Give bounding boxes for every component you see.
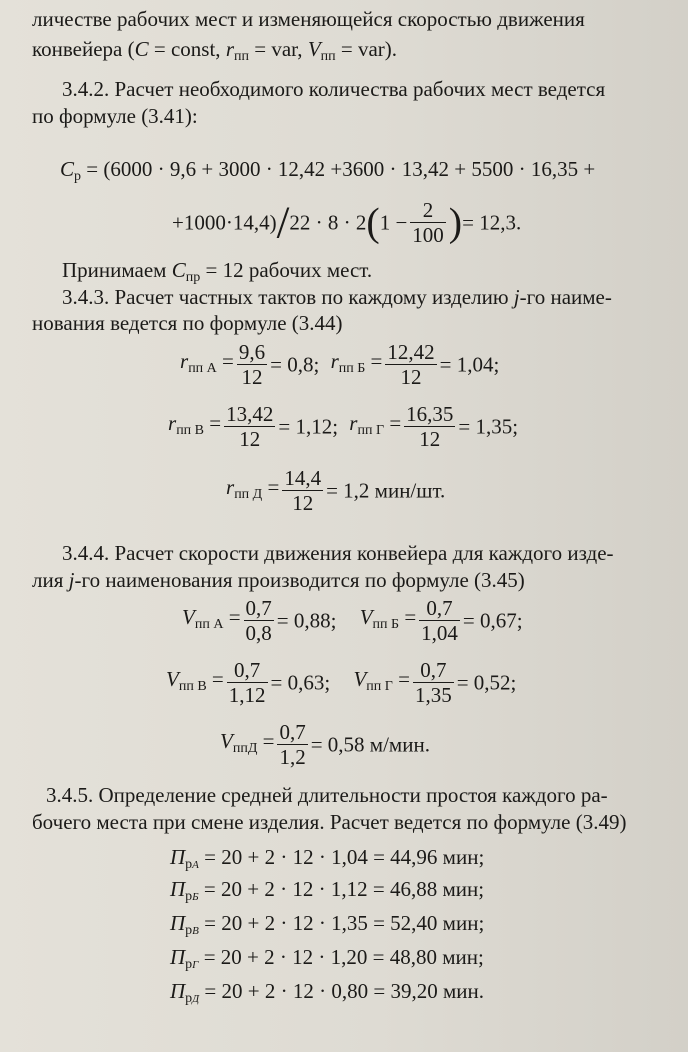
text-line-1: личестве рабочих мест и изменяющейся скоростью движения <box>32 7 585 31</box>
section-344-heading: 3.4.4. Расчет скорости движения конвейера для каждого изде- <box>62 541 614 565</box>
cp-fraction: $\frac{2}{100}$ <box>412 198 444 247</box>
downtime-d: $П_{рД} = 20 + 2 \cdot 12 \cdot 0,80 = 39,20$ мин. <box>170 979 484 1006</box>
downtime-b: $П_{рБ} = 20 + 2 \cdot 12 \cdot 1,12 = 46,88$ мин; <box>170 877 485 904</box>
cp-formula-line1: $C_р = (6000 \cdot 9,6 + 3000 \cdot 12,42 +3600 \cdot 13,42 + 5500 \cdot 16,35$ + <box>60 157 596 184</box>
section-342-line2: по формуле (3.41): <box>32 104 198 128</box>
section-343-heading: 3.4.3. Расчет частных тактов по каждому изделию j-го наиме- <box>62 285 612 309</box>
tact-formula-row2: $r_{пп В}$ = $\frac{13,42}{12}$ = 1,12; $r_{пп Г}$ = $\frac{16,35}{12}$ = 1,35; <box>168 402 519 451</box>
cp-formula-line2: +1000·14,4)/22 · 8 · 2(1 − $\frac{2}{100}$ )= 12,3. <box>172 196 522 248</box>
speed-formula-row2: $V_{пп В}$ = $\frac{0,7}{1,12}$ = 0,63; $V_{пп Г}$ = $\frac{0,7}{1,35}$ = 0,52; <box>166 658 517 707</box>
section-345-line2: бочего места при смене изделия. Расчет ведется по формуле (3.49) <box>32 810 627 834</box>
speed-d-fraction: $\frac{0,7}{1,2}$ <box>279 720 306 769</box>
speed-formula-row3: $V_{ппД}$ = $\frac{0,7}{1,2}$ = 0,58 м/мин. <box>220 720 430 769</box>
text-line-2: конвейера (C = const, $r_{пп}$ = var, $V_{пп} = var$). <box>32 37 398 64</box>
tact-v-fraction: $\frac{13,42}{12}$ <box>226 402 274 451</box>
tact-a-fraction: $\frac{9,6}{12}$ <box>238 340 266 389</box>
section-343-line2: нования ведется по формуле (3.44) <box>32 311 343 335</box>
tact-b-fraction: $\frac{12,42}{12}$ <box>387 340 435 389</box>
tact-formula-row3: $r_{пп Д}$ = $\frac{14,4}{12}$ = 1,2 мин/шт. <box>226 466 446 515</box>
speed-formula-row1: $V_{пп А}$ = $\frac{0,7}{0,8}$ = 0,88; $V_{пп Б}$ = $\frac{0,7}{1,04}$ = 0,67; <box>182 596 523 645</box>
downtime-v: $П_{рВ} = 20 + 2 \cdot 12 \cdot 1,35 = 52,40$ мин; <box>170 911 485 938</box>
speed-b-fraction: $\frac{0,7}{1,04}$ <box>421 596 458 645</box>
downtime-g: $П_{рГ} = 20 + 2 \cdot 12 \cdot 1,20 = 48,80$ мин; <box>170 945 484 972</box>
speed-g-fraction: $\frac{0,7}{1,35}$ <box>414 658 452 707</box>
tact-g-fraction: $\frac{16,35}{12}$ <box>406 402 454 451</box>
section-342-heading: 3.4.2. Расчет необходимого количества рабочих мест ведется <box>62 77 606 101</box>
section-345-heading: 3.4.5. Определение средней длительности простоя каждого ра- <box>46 783 608 807</box>
speed-v-fraction: $\frac{0,7}{1,12}$ <box>228 658 266 707</box>
section-344-line2: лия j-го наименования производится по формуле (3.45) <box>32 568 525 592</box>
speed-a-fraction: $\frac{0,7}{0,8}$ <box>245 596 272 645</box>
tact-formula-row1: $r_{пп А}$ = $\frac{9,6}{12}$ = 0,8; $r_{пп Б}$ = $\frac{12,42}{12}$ = 1,04; <box>180 340 500 389</box>
downtime-a: $П_{рА} = 20 + 2 \cdot 12 \cdot 1,04 = 44,96$ мин; <box>170 845 485 872</box>
accept-line: Принимаем $C_{пр} = 12$ рабочих мест. <box>62 258 373 285</box>
tact-d-fraction: $\frac{14,4}{12}$ <box>284 466 322 515</box>
